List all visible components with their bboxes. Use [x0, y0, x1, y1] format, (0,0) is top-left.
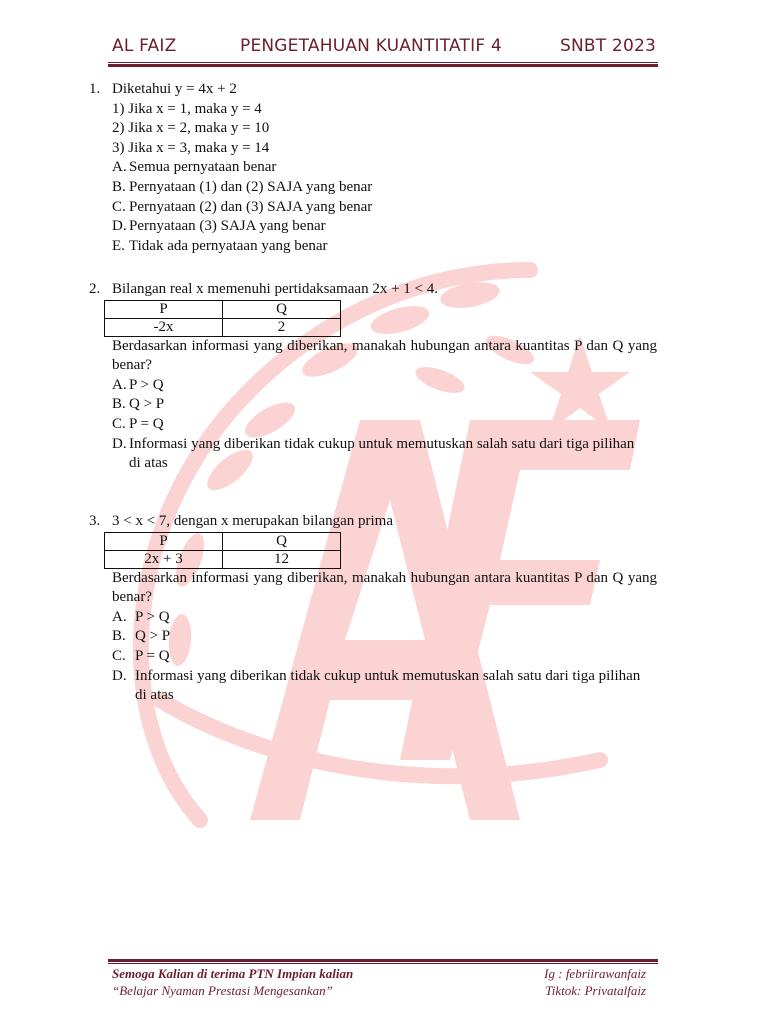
option-a	[112, 376, 657, 396]
question-number: 3.	[89, 513, 101, 529]
table-header-p: P	[105, 300, 223, 318]
footer-rule-thick	[108, 959, 658, 962]
statement-3: 3) Jika x = 3, maka y = 14	[112, 139, 270, 156]
question-number: 1.	[89, 81, 101, 97]
option-text: Pernyataan (2) dan (3) SAJA yang benar	[129, 198, 373, 215]
option-a	[112, 608, 657, 628]
header-rule-thin	[108, 62, 658, 63]
option-d	[112, 667, 647, 706]
option-text: P = Q	[129, 415, 164, 432]
option-b	[112, 178, 657, 198]
footer-instagram: Ig : febriirawanfaiz	[544, 966, 646, 981]
option-label: E.	[112, 237, 125, 254]
footer-tiktok: Tiktok: Privatalfaiz	[545, 983, 646, 998]
header-author: AL FAIZ	[112, 36, 177, 56]
option-label: D.	[112, 667, 127, 684]
question-body	[112, 80, 657, 256]
question-body	[112, 280, 657, 474]
option-text: P > Q	[135, 608, 170, 625]
statement-1: 1) Jika x = 1, maka y = 4	[112, 100, 262, 117]
footer-rule-thin	[108, 963, 658, 964]
option-text: Tidak ada pernyataan yang benar	[129, 237, 328, 254]
table-value-p: -2x	[105, 318, 223, 336]
statement-2: 2) Jika x = 2, maka y = 10	[112, 120, 270, 137]
table-header-q: Q	[223, 532, 341, 550]
option-b	[112, 395, 657, 415]
quantity-table	[104, 532, 341, 569]
footer-slogan: “Belajar Nyaman Prestasi Mengesankan”	[112, 983, 333, 998]
option-label: C.	[112, 198, 126, 215]
option-label: A.	[112, 376, 127, 393]
option-label: C.	[112, 647, 126, 664]
page-header	[112, 34, 656, 60]
option-b	[112, 627, 657, 647]
question-prompt: Berdasarkan informasi yang diberikan, manakah hubungan antara kuantitas P dan Q yang benar?	[112, 337, 657, 374]
option-c	[112, 415, 657, 435]
option-text: Pernyataan (1) dan (2) SAJA yang benar	[129, 178, 373, 195]
table-value-q: 12	[223, 550, 341, 568]
header-rule-thick	[108, 64, 658, 67]
option-text: P = Q	[135, 647, 170, 664]
question-stem: Diketahui y = 4x + 2	[112, 81, 237, 97]
option-label: B.	[112, 178, 126, 195]
question-stem: Bilangan real x memenuhi pertidaksamaan 2x + 1 < 4.	[112, 281, 438, 297]
option-d	[112, 435, 647, 474]
option-label: D.	[112, 435, 127, 452]
option-label: A.	[112, 608, 127, 625]
quantity-table	[104, 300, 341, 337]
option-d	[112, 217, 657, 237]
option-text: Q > P	[135, 628, 171, 645]
table-value-q: 2	[223, 318, 341, 336]
question-prompt: Berdasarkan informasi yang diberikan, manakah hubungan antara kuantitas P dan Q yang benar?	[112, 569, 657, 606]
option-c	[112, 647, 657, 667]
footer-motto: Semoga Kalian di terima PTN Impian kalian	[112, 966, 354, 981]
question-stem: 3 < x < 7, dengan x merupakan bilangan prima	[112, 513, 394, 529]
table-header-q: Q	[223, 300, 341, 318]
question-body	[112, 512, 657, 706]
option-text: Informasi yang diberikan tidak cukup untuk memutuskan salah satu dari tiga pilihan di atas	[129, 435, 635, 472]
header-subject: PENGETAHUAN KUANTITATIF 4	[240, 36, 502, 56]
option-text: Q > P	[129, 396, 165, 413]
option-label: C.	[112, 415, 126, 432]
option-e	[112, 237, 657, 257]
header-exam: SNBT 2023	[559, 36, 656, 56]
option-label: D.	[112, 218, 127, 235]
option-label: A.	[112, 159, 127, 176]
option-text: Pernyataan (3) SAJA yang benar	[129, 218, 326, 235]
option-a	[112, 158, 657, 178]
table-header-p: P	[105, 532, 223, 550]
option-label: B.	[112, 628, 126, 645]
option-text: P > Q	[129, 376, 164, 393]
question-number: 2.	[89, 281, 101, 297]
option-text: Semua pernyataan benar	[129, 159, 277, 176]
table-value-p: 2x + 3	[105, 550, 223, 568]
option-c	[112, 198, 657, 218]
option-text: Informasi yang diberikan tidak cukup untuk memutuskan salah satu dari tiga pilihan di atas	[135, 667, 641, 704]
option-label: B.	[112, 396, 126, 413]
